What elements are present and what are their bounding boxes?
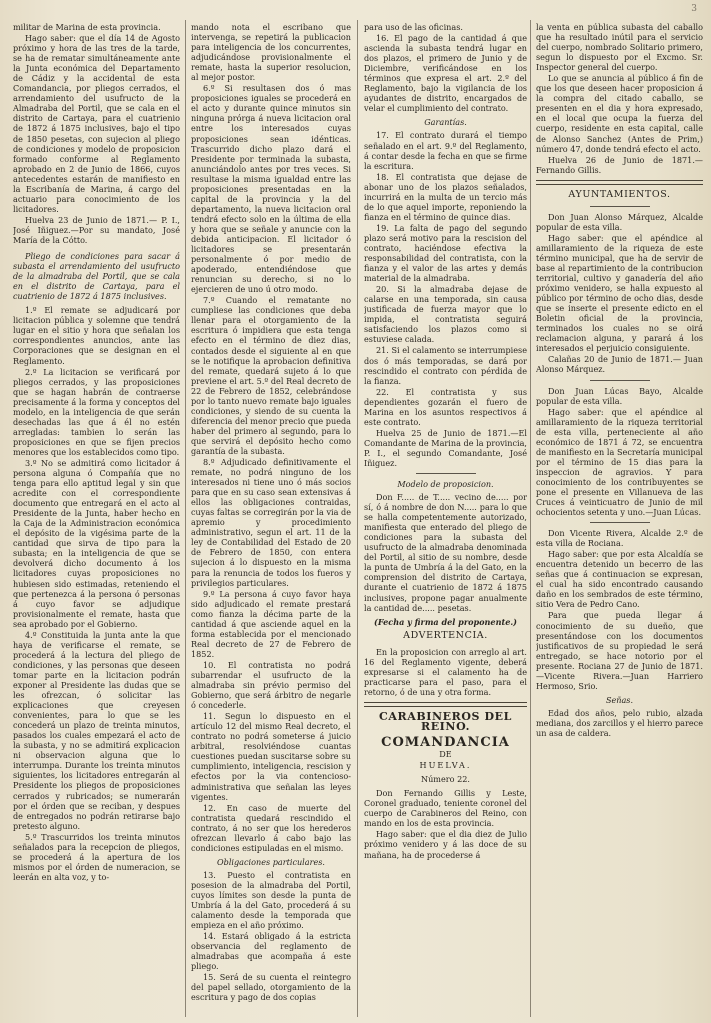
paragraph: Lo que se anuncia al público á fin de que los que deseen hacer proposicion á la compra del citado caballo, se presenten en el dia y hora expresado, en el local que ocupa la fuerza del cuerpo, residente en esta capital, calle de Alonso Sanchez (Antes de Prim,) número 47, donde tendrá efecto el acto. bbox=[536, 73, 703, 154]
paragraph: 14. Estará obligado á la estricta observancia del reglamento de almadrabas que acompaña á este pliego. bbox=[191, 931, 351, 972]
divider bbox=[364, 702, 527, 707]
paragraph: 11. Segun lo dispuesto en el artículo 12 del mismo Real decreto, el contrato no podrá someterse á juicio arbitral, resolviéndose cuantas cuestiones puedan suscitarse sobre su cumplimiento, inteligencia, rescision y efectos por la via contencioso-administrativa que señalan las leyes vigentes. bbox=[191, 711, 351, 802]
page-number: 3 bbox=[691, 4, 697, 14]
paragraph: Edad dos años, pelo rubio, alzada mediana, dos zarcillos y el hierro parece un asa de caldera. bbox=[536, 707, 703, 738]
divider bbox=[590, 522, 650, 523]
paragraph: 15. Será de su cuenta el reintegro del papel sellado, otorgamiento de la escritura y pago de dos copias bbox=[191, 972, 351, 1003]
notice-heading: Don Vicente Rivera, Alcalde 2.º de esta villa de Rociana. bbox=[536, 528, 703, 549]
paragraph: 5.º Trascurridos los treinta minutos señalados para la recepcion de pliegos, se procederá á la apertura de los mismos por el órden de numeracion, se leerán en alta voz, y to- bbox=[13, 831, 180, 882]
signature: Calañas 20 de Junio de 1871.— Juan Alonso Márquez. bbox=[536, 354, 703, 375]
section-title: Garantías. bbox=[424, 117, 467, 128]
paragraph: 21. Si el calamento se interrumpiese dos ó más temporadas, se dará por rescindido el contrato con pérdida de la fianza. bbox=[364, 345, 527, 386]
paragraph: 20. Si la almadraba dejase de calarse en una temporada, sin causa justificada de fuerza mayor que lo impida, el contratista seguirá satisfaciendo los plazos como si estuviese calada. bbox=[364, 284, 527, 345]
section-heading: CARABINEROS DEL REINO. bbox=[378, 709, 512, 733]
paragraph: En la proposicion con arreglo al art. 16 del Reglamento vigente, deberá expresarse si el calamento ha de practicarse para el paso, para el retorno, ó de una y otra forma. bbox=[364, 646, 527, 697]
column-3 bbox=[364, 22, 527, 1015]
paragraph: Hago saber: que el día 14 de Agosto próximo y hora de las tres de la tarde, se ha de rematar simultáneamente ante la Junta económica del Departamento de Cádiz y la accidental de esta Comandancia, por pliegos cerrados, el arrendamiento del usufructo de la Almadraba del Portil, que se cala en el distrito de Cartaya, para el cuatrienio de 1872 á 1875 inclusives, bajo el tipo de 1850 pesetas, con sujecion al pliego de condiciones y modelo de proposicion formado conforme al Reglamento aprobado en 2 de Junio de 1866, cuyos antecedentes estarán de manifiesto en la Escribanía de Marina, á cargo del actuario para conocimiento de los licitadores. bbox=[13, 33, 180, 214]
paragraph: 6.º Si resultasen dos ó mas proposiciones iguales se procederá en el acto y durante quince minutos sin ninguna prórga á nueva licitacion oral entre los interesados cuyas proposiciones sean idénticas. Trascurrido dicho plazo dará el Presidente por terminada la subasta, anunciándolo antes por tres veces. Si resultase la misma igualdad entre las proposiciones presentadas en la capital de la provincia y la del departamento, la nueva licitacion oral tendrá efecto solo en la última de ella y hora que se señale y anuncie con la debida anticipacion. El licitador ó licitadores se presentarán personalmente ó por medio de apoderado, entendiéndose que renuncian su derecho, si no lo ejercieren de uno ú otro modo. bbox=[191, 83, 351, 295]
paragraph: 9.º La persona á cuyo favor haya sido adjudicado el remate prestará como fianza la décima parte de la cantidad á que asciende aquel en la forma establecida por el mencionado Real decreto de 27 de Febrero de 1852. bbox=[191, 588, 351, 659]
section-number: Número 22. bbox=[421, 774, 470, 785]
signature: Huelva 25 de Junio de 1871.—El Comandante de Marina de la provincia, P. I., el segundo Comandante, José Iñiguez. bbox=[364, 427, 527, 468]
paragraph: Hago saber: que por esta Alcaldía se encuentra detenido un becerro de las señas que á continuacion se expresan, el cual ha sido encontrado causando daño en los sembrados de este término, sitio Vera de Pedro Cano. bbox=[536, 549, 703, 610]
section-title: Obligaciones particulares. bbox=[217, 856, 325, 867]
divider bbox=[416, 473, 476, 474]
paragraph: 18. El contratista que dejase de abonar uno de los plazos señalados, incurrirá en la multa de un tercio más de lo que aquel importe, reponiendo la fianza en el término de quince dias. bbox=[364, 171, 527, 222]
column-1 bbox=[13, 22, 180, 1015]
paragraph: la venta en pública subasta del caballo que ha resultado inútil para el servicio del cuerpo, nombrado Solitario primero, segun lo dispuesto por el Excmo. Sr. Inspector general del cuerpo. bbox=[536, 22, 703, 73]
paragraph: Don F..... de T..... vecino de..... por sí, ó á nombre de don N..... para lo que se halla competentemente autorizado, manifiesta que enterado del pliego de condiciones para la subasta del usufructo de la almadraba denominada del Portil, al sitio de su nombre, desde la punta de Umbría á la del Gato, en la comprension del distrito de Cartaya, durante el cuatrienio de 1872 á 1875 inclusives, propone pagar anualmente la cantidad de..... pesetas. bbox=[364, 492, 527, 613]
divider bbox=[590, 380, 650, 381]
column-2 bbox=[191, 22, 351, 1015]
paragraph: 10. El contratista no podrá subarrendar el usufructo de la almadraba sin prévio permiso del Gobierno, que será árbitro de negarle ó concederle. bbox=[191, 659, 351, 711]
paragraph: 8.º Adjudicado definitivamente el remate, no podrá ninguno de los interesados ni tiene uno ó más socios para que en su caso sean extensivas á ellos las obligaciones contraidas, cuyas faltas se corregirán por la via de apremio y procedimiento administrativo, segun el art. 11 de la ley de Contabilidad del Estado de 20 de Febrero de 1850, con entera sujecion á lo dispuesto en la misma para la renuncia de todos los fueros y privilegios particulares. bbox=[191, 457, 351, 588]
notice-heading: Don Juan Alonso Márquez, Alcalde popular de esta villa. bbox=[536, 211, 703, 232]
paragraph: 19. La falta de pago del segundo plazo será motivo para la rescision del contrato, haciéndose efectiva la responsabilidad del contratista, con la fianza y el valor de las artes y demás material de la almadraba. bbox=[364, 222, 527, 284]
section-heading: COMANDANCIA bbox=[381, 735, 510, 751]
paragraph: militar de Marina de esta provincia. bbox=[13, 22, 161, 32]
paragraph: Hago saber: que el apéndice al amillaramiento de la riqueza de este término municipal, que ha de servir de base al repartimiento de la contribucion territorial, cultivo y ganadería del año próximo venidero, se halla expuesto al público por término de ocho dias, desde que se inserte el presente edicto en el Boletin oficial de la provincia, terminados los cuales no se oirá reclamacion alguna, y parará á los interesados el perjuicio consiguiente. bbox=[536, 232, 703, 354]
divider bbox=[590, 206, 650, 207]
paragraph: para uso de las oficinas. bbox=[364, 22, 463, 32]
paragraph: 16. El pago de la cantidad á que ascienda la subasta tendrá lugar en dos plazos, el primero de Junio y de Diciembre, verificándose en los términos que expresa el art. 2.º del Reglamento, bajo la vigilancia de los ayudantes de distrito, encargados de velar el cumplimiento del contrato. bbox=[364, 33, 527, 114]
paragraph: 17. El contrato durará el tiempo señalado en el art. 9.º del Reglamento, á contar desde la fecha en que se firme la escritura. bbox=[364, 130, 527, 171]
column-rule bbox=[185, 20, 186, 1017]
section-title: Señas. bbox=[605, 694, 634, 705]
paragraph: 2.º La licitacion se verificará por pliegos cerrados, y las proposiciones que se hagan habrán de contraerse precisamente á la forma y conceptos del modelo, en la inteligencia de que serán desechadas las que á él no estén arregladas: tambien lo serán las proposiciones en que se fijen precios menores que los establecidos como tipo. bbox=[13, 366, 180, 457]
paragraph: Don Fernando Gillis y Leste, Coronel graduado, teniente coronel del cuerpo de Carabineros del Reino, con mando en los de esta provincia. bbox=[364, 788, 527, 829]
paragraph: 13. Puesto el contratista en posesion de la almadraba del Portil, cuyos límites son desde la punta de Umbría á la del Gato, procederá á su calamento desde la temporada que empieza en el año próximo. bbox=[191, 869, 351, 931]
column-rule bbox=[530, 20, 531, 1017]
paragraph: 4.º Constituida la junta ante la que haya de verificarse el remate, se procederá á la lectura del pliego de condiciones, y las personas que deseen tomar parte en la licitacion podrán exponer al Presidente las dudas que se les ofrezcan, ó solicitar las explicaciones que creyesen convenientes, para lo que se les concederá un plazo de treinta minutos, pasados los cuales empezará el acto de la subasta, y no se admitirá explicacion ni observacion alguna que lo interrumpa. Durante los treinta minutos siguientes, los licitadores entregarán al Presidente los pliegos de proposiciones cerrados y rubricados; se numerarán por el órden que se reciban, y despues de entregados no podrán retirarse bajo pretesto alguno. bbox=[13, 629, 180, 831]
paragraph: 12. En caso de muerte del contratista quedará rescindido el contrato, á no ser que los herederos ofrezcan llevarlo á cabo bajo las condiciones estipuladas en el mismo. bbox=[191, 802, 351, 853]
section-title: Pliego de condiciones para sacar á subasta el arrendamiento del usufructo de la almadraba del Portil, que se cala en el distrito de Cartaya, para el cuatrienio de 1872 á 1875 inclusives. bbox=[13, 251, 180, 302]
column-rule bbox=[357, 20, 358, 1017]
paragraph: 22. El contratista y sus dependientes gozarán el fuero de Marina en los asuntos respectivos á este contrato. bbox=[364, 386, 527, 427]
signature: Huelva 23 de Junio de 1871.— P. I., José Iñiguez.—Por su mandato, José María de la Cótto. bbox=[13, 214, 180, 245]
section-title: (Fecha y firma del proponente.) bbox=[374, 616, 517, 627]
paragraph: Para que pueda llegar á conocimiento de su dueño, que presentándose con los documentos justificativos de su propiedad le será entregado, se hace notorio por el presente. Rociana 27 de Junio de 1871. —Vicente Rivera.—Juan Harriero Hermoso, Srio. bbox=[536, 610, 703, 691]
paragraph: 3.º No se admitirá como licitador á persona alguna ó Compañía que no tenga para ello aptitud legal y sin que acredite con el correspondiente documento que entregará en el acto al Presidente de la Junta, haber hecho en la Caja de la Administracion económica el depósito de la vigésima parte de la cantidad que sirva de tipo para la subasta; en la inteligencia de que se devolverá dicho documento á los licitadores cuyas proposiciones no hubiesen sido estimadas, reteniendo el que pertenezca á la persona ó personas á cuyo favor se adjudique provisionalmente el remate, hasta que sea aprobado por el Gobierno. bbox=[13, 457, 180, 629]
column-4 bbox=[536, 22, 703, 1015]
divider bbox=[536, 180, 703, 185]
signature: Huelva 26 de Junio de 1871.— Fernando Gillis. bbox=[536, 154, 703, 175]
paragraph: mando nota el escribano que intervenga, se repetirá la publicacion para inteligencia de los concurrentes, adjudicándose provisionalmente el remate, hasta la superior resolucion, al mejor postor. bbox=[191, 22, 351, 83]
section-title: Modelo de proposicion. bbox=[397, 479, 494, 490]
paragraph: Hago saber: que el dia diez de Julio próximo venidero y á las doce de su mañana, ha de procederse á bbox=[364, 829, 527, 860]
section-heading: DE bbox=[439, 749, 452, 760]
paragraph: 1.º El remate se adjudicará por licitacion pública y solemne que tendrá lugar en el sitio y hora que señalan los correspondientes anuncios, ante las Corporaciones que se designan en el Reglamento. bbox=[13, 305, 180, 366]
notice-heading: Don Juan Lúcas Bayo, Alcalde popular de esta villa. bbox=[536, 385, 703, 406]
section-heading: AYUNTAMIENTOS. bbox=[568, 188, 671, 200]
section-heading: HUELVA. bbox=[419, 760, 472, 771]
paragraph: Hago saber: que el apéndice al amillaramiento de la riqueza territorial de esta villa, perteneciente al año económico de 1871 á 72, se encuentra de manifiesto en la Secretaría municipal por el término de 15 dias para la inspeccion de agravios. Y para conocimiento de los contribuyentes se pone el presente en Villanueva de las Cruces á veinticuatro de Junio de mil ochocientos setenta y uno.—Juan Lúcas. bbox=[536, 406, 703, 518]
paragraph: 7.º Cuando el rematante no cumpliese las condiciones que deba llenar para el otorgamiento de la escritura ó impidiera que esta tenga efecto en el término de diez dias, contados desde el siguiente al en que se le notifique la aprobacion definitiva del remate, quedará sujeto á lo que previene el art. 5.º del Real decreto de 22 de Febrero de 1852, celebrándose por lo tanto nuevo remate bajo iguales condiciones, y siendo de su cuenta la diferencia del menor precio que pueda haber del primero al segundo, para lo que servirá el depósito hecho como garantía de la subasta. bbox=[191, 295, 351, 456]
section-heading: ADVERTENCIA. bbox=[403, 629, 488, 641]
